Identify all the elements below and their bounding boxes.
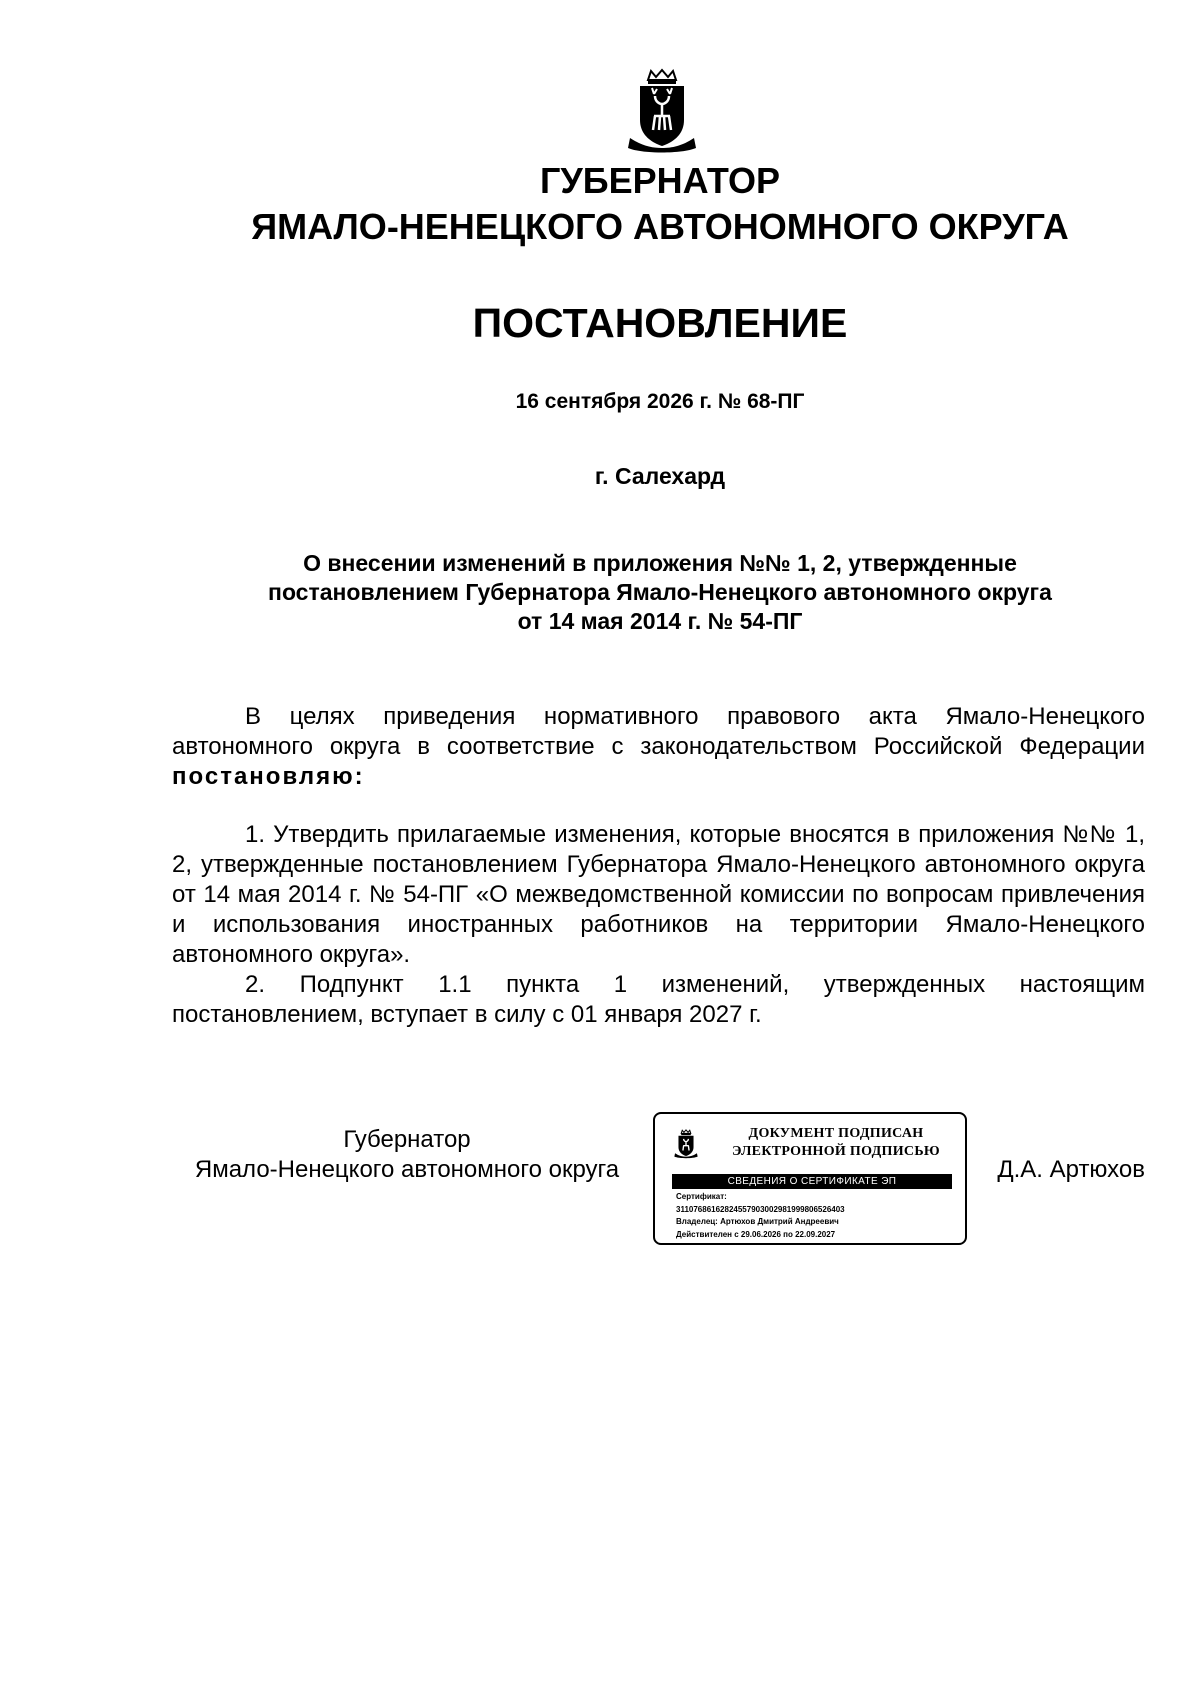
subject-line: от 14 мая 2014 г. № 54-ПГ [517, 608, 803, 634]
signatory-position-line: Ямало-Ненецкого автономного округа [194, 1156, 620, 1183]
document-date-number: 16 сентября 2026 г. № 68-ПГ [515, 390, 805, 413]
organization-name-line2: ЯМАЛО-НЕНЕЦКОГО АВТОНОМНОГО ОКРУГА [251, 206, 1069, 247]
document-subject [190, 549, 1130, 636]
coat-of-arms-icon [624, 68, 700, 154]
document-body [172, 702, 1145, 1030]
certificate-validity: Действителен с 29.06.2026 по 22.09.2027 [676, 1229, 836, 1239]
subject-line: О внесении изменений в приложения №№ 1, 2, утвержденные [303, 550, 1017, 576]
stamp-title-line: ДОКУМЕНТ ПОДПИСАН [748, 1126, 924, 1141]
stamp-title [719, 1125, 953, 1161]
electronic-signature-stamp [653, 1112, 967, 1245]
clause-2: 2. Подпункт 1.1 пункта 1 изменений, утвержденных настоящим постановлением, вступает в силу с 01 января 2027 г. [172, 971, 1145, 1028]
document-type: ПОСТАНОВЛЕНИЕ [472, 300, 848, 346]
signatory-position-line: Губернатор [343, 1126, 471, 1153]
organization-name-line1: ГУБЕРНАТОР [539, 160, 780, 201]
stamp-title-line: ЭЛЕКТРОННОЙ ПОДПИСЬЮ [732, 1144, 940, 1159]
signatory-position [172, 1125, 642, 1185]
preamble-paragraph [172, 702, 1145, 792]
certificate-number: 31107686162824557903002981999806526403 [676, 1204, 845, 1214]
signatory-name: Д.А. Артюхов [997, 1156, 1145, 1183]
resolve-keyword: постановляю [172, 763, 355, 790]
subject-line: постановлением Губернатора Ямало-Ненецкого автономного округа [268, 579, 1052, 605]
document-city: г. Салехард [594, 463, 726, 489]
resolve-colon: : [354, 763, 363, 790]
preamble-text: В целях приведения нормативного правового акта Ямало-Ненецкого автономного округа в соответствие с законодательством Российской Федерации [172, 703, 1145, 760]
stamp-certificate-bar: СВЕДЕНИЯ О СЕРТИФИКАТЕ ЭП [672, 1174, 952, 1189]
certificate-owner: Владелец: Артюхов Дмитрий Андреевич [676, 1217, 839, 1226]
clause-1: 1. Утвердить прилагаемые изменения, которые вносятся в приложения №№ 1, 2, утвержденные постановлением Губернатора Ямало-Ненецкого автономного округа от 14 мая 2014 г. № 54-ПГ «О межведомственной комиссии по вопросам привлечения и использования иностранных работников на территории Ямало-Ненецкого автономного округа». [172, 821, 1145, 968]
certificate-label: Сертификат: [676, 1192, 727, 1201]
stamp-certificate-info [676, 1191, 961, 1241]
stamp-coat-of-arms-icon [673, 1126, 699, 1162]
